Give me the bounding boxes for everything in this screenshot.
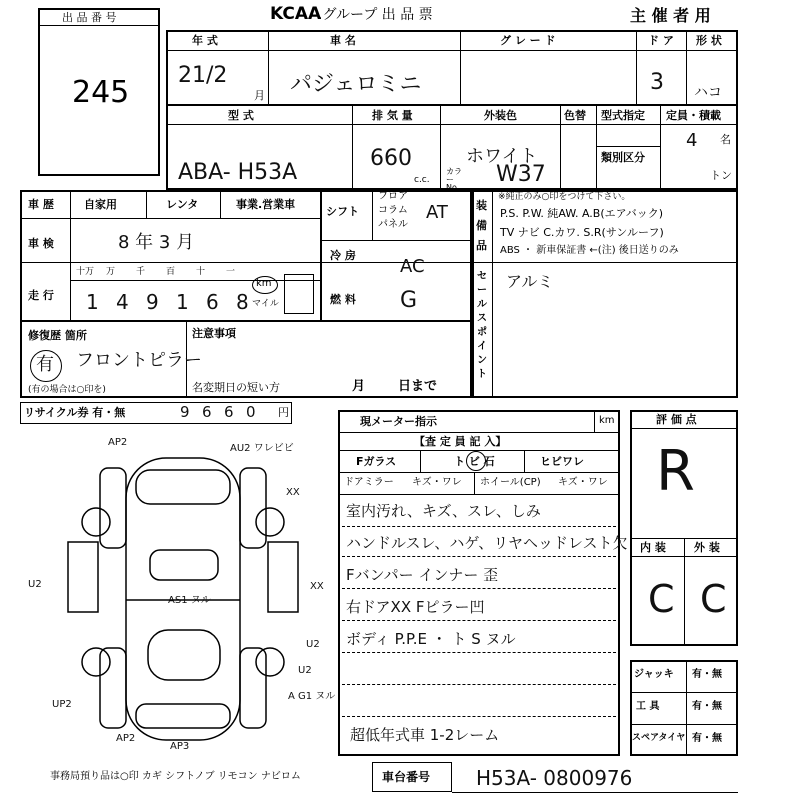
type-label: 型 式 — [228, 109, 254, 122]
interior-label: 内 装 — [640, 541, 666, 554]
inspector-section-label: 【査 定 員 記 入】 — [414, 435, 507, 448]
digit-label-0: 十万 — [76, 267, 95, 277]
ton-unit: トン — [710, 169, 732, 182]
shift-panel[interactable]: パネル — [378, 219, 408, 230]
equipment-note: ※純正のみ○印をつけて下さい。 — [498, 192, 631, 202]
glass-label: Fガラス — [356, 455, 397, 468]
inspector-note-2: Fバンパー インナー 歪 — [346, 566, 499, 584]
damage-mark-5: XX — [310, 581, 324, 592]
sales-label-char-5: イ — [477, 341, 487, 352]
jack-value[interactable]: 有・無 — [692, 669, 722, 680]
damage-mark-3: U2 — [28, 579, 42, 590]
class-label: 類別区分 — [601, 151, 645, 164]
type-value: ABA- H53A — [178, 160, 298, 185]
inspection-value: 8 年 3 月 — [118, 232, 195, 253]
digit-label-3: 百 — [166, 267, 176, 277]
recycle-yen: 円 — [278, 406, 289, 419]
displacement-value: 660 — [370, 146, 412, 171]
repair-mark: 有 — [36, 354, 54, 375]
ac-value: AC — [400, 256, 425, 277]
mileage-digit-5: 8 — [236, 290, 249, 314]
damage-mark-4: AS1 ヌル — [168, 595, 211, 606]
shift-label: シフト — [326, 205, 359, 218]
tools-value[interactable]: 有・無 — [692, 701, 722, 712]
exterior-color-value: ホワイト — [466, 146, 538, 167]
damage-mark-0: AP2 — [108, 437, 128, 448]
equipment-label-char-2: 品 — [476, 239, 487, 252]
spare-value[interactable]: 有・無 — [692, 733, 722, 744]
damage-mark-10: AP2 — [116, 733, 136, 744]
meter-label: 現メーター指示 — [360, 415, 437, 428]
chassis-value: H53A- 0800976 — [476, 766, 633, 790]
inspector-note-4: ボディ P.P.E ・ ト S ヌル — [346, 630, 516, 648]
mileage-extra-box — [284, 274, 314, 314]
sales-label-char-7: ト — [477, 369, 487, 380]
damage-mark-9: UP2 — [52, 699, 72, 710]
tools-label: 工 具 — [636, 701, 660, 712]
shift-floor[interactable]: フロア — [378, 191, 408, 202]
repair-value: フロントピラー — [76, 350, 202, 371]
shape-value: ハコ — [694, 85, 722, 101]
grade-score: R — [656, 439, 695, 504]
model-value: パジェロミニ — [290, 72, 422, 97]
capacity-label: 定員・積載 — [666, 109, 721, 122]
unit-km: km — [256, 278, 272, 289]
damage-mark-11: AP3 — [170, 741, 190, 752]
model-label: 車 名 — [330, 34, 356, 47]
equipment-row2[interactable]: TV ナビ C.カワ. S.R(サンルーフ) — [500, 226, 664, 239]
year-value: 21/2 — [178, 63, 228, 88]
history-business[interactable]: 事業.営業車 — [236, 198, 296, 211]
exterior-label: 外 装 — [694, 541, 720, 554]
damage-mark-7: U2 — [298, 665, 312, 676]
short-expiry-label: 名変期日の短い方 — [192, 381, 280, 394]
recycle-digit-0: 9 — [180, 403, 190, 421]
mileage-digit-1: 4 — [116, 290, 129, 314]
history-private[interactable]: 自家用 — [84, 198, 117, 211]
capacity-value: 4 — [686, 130, 698, 151]
grade-label: グ レ ー ド — [500, 34, 556, 47]
equipment-box — [472, 190, 738, 398]
mileage-digit-0: 1 — [86, 290, 99, 314]
sales-label-char-6: ン — [477, 355, 487, 366]
sales-label-char-4: ポ — [477, 327, 487, 338]
grade-label: 評 価 点 — [656, 413, 697, 426]
meter-unit: km — [599, 415, 615, 426]
history-label: 車 歴 — [28, 198, 54, 211]
equipment-label-char-0: 装 — [476, 199, 487, 212]
mileage-digit-3: 1 — [176, 290, 189, 314]
digit-label-4: 十 — [196, 267, 206, 277]
expiry-day-label: 日まで — [398, 379, 438, 394]
glass-options[interactable]: ト ビ 石 — [454, 455, 495, 468]
attention-label: 注意事項 — [192, 327, 236, 340]
inspector-note-3: 右ドアXX Fピラー凹 — [346, 598, 485, 616]
lot-label: 出 品 番 号 — [62, 11, 117, 24]
doors-value: 3 — [650, 70, 664, 95]
recycle-label: リサイクル券 有・無 — [24, 406, 126, 419]
fuel-value: G — [400, 288, 418, 313]
equipment-row3[interactable]: ABS ・ 新車保証書 ←(注) 後日送りのみ — [500, 245, 679, 256]
color-change-label: 色替 — [564, 109, 586, 122]
sales-label-char-0: セ — [477, 271, 487, 282]
digit-label-1: 万 — [106, 267, 116, 277]
color-no-label: カラー No. — [446, 167, 462, 192]
ac-label: 冷 房 — [330, 249, 356, 262]
lot-number: 245 — [72, 75, 130, 110]
digit-label-2: 千 — [136, 267, 146, 277]
spare-label: スペアタイヤ — [632, 733, 686, 743]
inspector-footer-note: 超低年式車 1-2レーム — [350, 726, 500, 744]
wheel-label: ホイール(CP) — [480, 477, 541, 488]
recycle-digit-3: 0 — [246, 403, 256, 421]
form-title: .グループ 出 品 票 — [318, 7, 433, 23]
exterior-value: C — [700, 577, 727, 621]
inspection-label: 車 検 — [28, 237, 54, 250]
digit-label-5: 一 — [226, 267, 236, 277]
history-rental[interactable]: レンタ — [166, 198, 199, 211]
repair-label: 修復歴 箇所 — [28, 329, 87, 342]
interior-value: C — [648, 577, 675, 621]
shape-label: 形 状 — [696, 34, 722, 47]
mirror-options[interactable]: キズ・ワレ — [412, 477, 462, 488]
copy-label: 主 催 者 用 — [630, 6, 711, 25]
sales-point-value: アルミ — [506, 272, 554, 291]
brand-logo: KCAA — [270, 4, 322, 24]
mileage-digit-4: 6 — [206, 290, 219, 314]
year-label: 年 式 — [192, 34, 218, 47]
sales-label-char-3: ス — [477, 313, 487, 324]
shift-value: AT — [426, 202, 448, 223]
inspector-note-0: 室内汚れ、キズ、スレ、しみ — [346, 502, 541, 520]
repair-note: (有の場合は○印を) — [28, 385, 106, 395]
equipment-label-char-1: 備 — [476, 219, 487, 232]
sales-label-char-1: ー — [477, 285, 487, 296]
expiry-month-label: 月 — [352, 379, 366, 394]
crack-label[interactable]: ヒビワレ — [540, 455, 584, 468]
equipment-row1[interactable]: P.S. P.W. 純AW. A.B(エアバック) — [500, 207, 664, 220]
exterior-color-label: 外装色 — [484, 109, 517, 122]
damage-mark-8: A G1 ヌル — [288, 691, 336, 702]
doors-label: ド ア — [648, 34, 674, 47]
type-designation-label: 型式指定 — [601, 109, 645, 122]
inspector-note-1: ハンドルスレ、ハゲ、リヤヘッドレスト欠 — [346, 534, 628, 552]
fuel-label: 燃 料 — [330, 293, 356, 306]
door-mirror-label: ドアミラー — [344, 477, 394, 488]
chip-circle — [466, 451, 486, 471]
chassis-label: 車台番号 — [382, 770, 431, 784]
mileage-label: 走 行 — [28, 289, 54, 302]
recycle-digit-2: 6 — [224, 403, 234, 421]
recycle-digit-1: 6 — [202, 403, 212, 421]
damage-mark-2: XX — [286, 487, 300, 498]
wheel-options[interactable]: キズ・ワレ — [558, 477, 608, 488]
cc-unit: c.c. — [414, 175, 430, 185]
displacement-label: 排 気 量 — [372, 109, 413, 122]
sales-label-char-2: ル — [477, 299, 487, 310]
capacity-unit: 名 — [720, 133, 731, 146]
shift-column[interactable]: コラム — [378, 205, 408, 216]
jack-label: ジャッキ — [634, 669, 674, 680]
damage-mark-6: U2 — [306, 639, 320, 650]
damage-mark-1: AU2 ワレビビ — [230, 443, 294, 454]
office-items: 事務局預り品は○印 カギ シフトノブ リモコン ナビロム — [50, 771, 301, 782]
mileage-digit-2: 9 — [146, 290, 159, 314]
color-no-value: W37 — [496, 162, 546, 187]
unit-mile: マイル — [252, 299, 279, 309]
month-suffix: 月 — [254, 89, 265, 102]
